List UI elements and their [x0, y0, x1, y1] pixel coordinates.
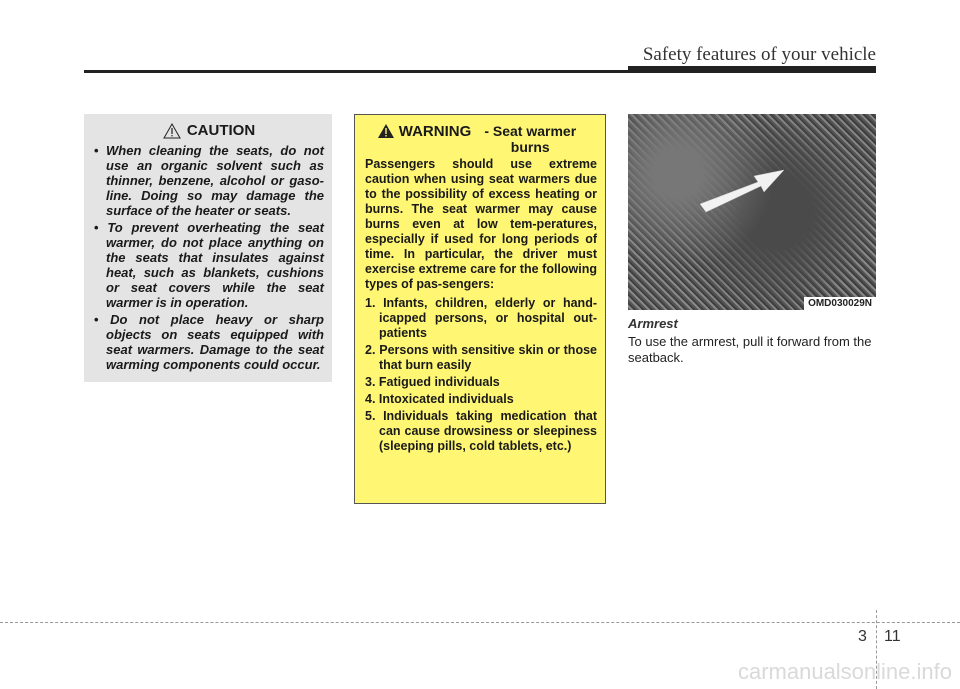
- page-number: 11: [884, 628, 901, 645]
- caution-item: • When cleaning the seats, do not use an organic solvent such as thinner, benzene, alcohol or gaso-line. Doing so may damage the surface of the heater or seats.: [94, 143, 324, 218]
- caution-header: [94, 122, 324, 139]
- header-title: Safety features of your vehicle: [642, 44, 876, 65]
- caution-list: [94, 143, 324, 372]
- warning-item: 5. Individuals taking medication that can cause drowsiness or sleepiness (sleeping pills, cold tablets, etc.): [365, 409, 597, 453]
- armrest-photo: [628, 114, 876, 310]
- warning-subtitle: - Seat warmer burns: [484, 123, 577, 155]
- caution-title: CAUTION: [186, 122, 256, 139]
- warning-item: 1. Infants, children, elderly or hand-icapped persons, or hospital out-patients: [365, 296, 597, 340]
- armrest-title: Armrest: [628, 316, 678, 331]
- footer-rule: [0, 622, 960, 623]
- warning-item: 3. Fatigued individuals: [365, 375, 500, 389]
- caution-item: • Do not place heavy or sharp objects on seats equipped with seat warmers. Damage to the seat warming components could occur.: [94, 312, 324, 372]
- page-chapter: 3: [858, 628, 867, 645]
- warning-triangle-icon: [377, 123, 395, 139]
- warning-body: Passengers should use extreme caution when using seat warmers due to the possibility of excess heating or burns. The seat warmer may cause burns even at low tem-peratures, especially if used for long periods of time. In particular, the driver must exercise extreme care for the following types of pas-sengers:: [365, 157, 597, 291]
- armrest-body: To use the armrest, pull it forward from the seatback.: [628, 334, 872, 365]
- caution-triangle-icon: [163, 123, 181, 139]
- warning-item: 4. Intoxicated individuals: [365, 392, 514, 406]
- header-rule-accent: [628, 66, 876, 72]
- warning-list: [365, 296, 597, 454]
- watermark: carmanualsonline.info: [737, 659, 952, 684]
- warning-header: [365, 123, 597, 155]
- pointer-arrow-icon: [698, 164, 788, 224]
- warning-title: WARNING: [398, 123, 472, 140]
- figure-code: OMD030029N: [804, 297, 876, 310]
- warning-box: [354, 114, 606, 504]
- caution-item: • To prevent overheating the seat warmer, do not place anything on the seats that insulates against heat, such as blankets, cushions or seat covers while the seat warmer is in operation.: [94, 220, 324, 310]
- caution-box: [84, 114, 332, 382]
- warning-item: 2. Persons with sensitive skin or those that burn easily: [365, 343, 597, 372]
